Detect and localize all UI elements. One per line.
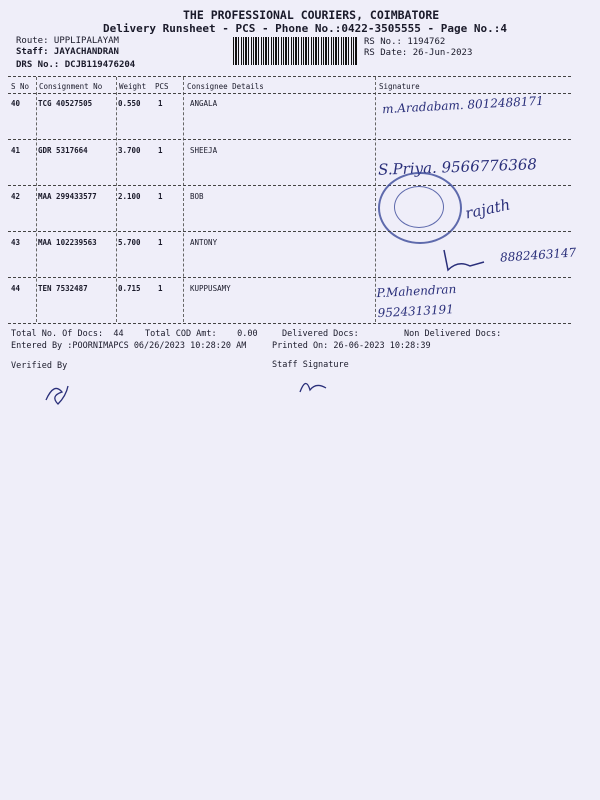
- rs-number: RS No.: 1194762: [364, 37, 446, 47]
- col-header-pcs: PCS: [155, 82, 169, 91]
- col-divider: [183, 77, 184, 322]
- row-signature: m.Aradabam. 8012488171: [381, 93, 545, 117]
- row-pcs: 1: [158, 238, 163, 247]
- verifier-signature: [40, 378, 74, 408]
- col-header-consignee: Consignee Details: [187, 82, 264, 91]
- col-header-weight: Weight: [119, 82, 147, 91]
- staff-signature-mark: [296, 374, 332, 396]
- row-sno: 44: [11, 284, 21, 293]
- verified-by-label: Verified By: [11, 361, 68, 371]
- staff-label: Staff: JAYACHANDRAN: [16, 47, 119, 57]
- runsheet-title: Delivery Runsheet - PCS - Phone No.:0422-3505555 - Page No.:4: [103, 22, 507, 35]
- barcode: [233, 37, 358, 65]
- row-sno: 43: [11, 238, 21, 247]
- row-pcs: 1: [158, 284, 163, 293]
- header-rule: [8, 93, 571, 94]
- row-consignee: SHEEJA: [190, 146, 218, 155]
- signature-scribble: [436, 248, 496, 274]
- table-top-rule: [8, 76, 571, 77]
- row-rule: [8, 231, 571, 232]
- row-sno: 42: [11, 192, 21, 201]
- staff-signature-label: Staff Signature: [272, 360, 349, 370]
- row-consignment: GDR 5317664: [38, 146, 88, 155]
- row-consignee: ANTONY: [190, 238, 218, 247]
- table-bottom-rule: [8, 323, 571, 324]
- row-consignment: TCG 40527505: [38, 99, 93, 108]
- non-delivered-docs: Non Delivered Docs:: [404, 329, 502, 339]
- col-divider: [116, 77, 117, 322]
- row-consignment: MAA 299433577: [38, 192, 97, 201]
- row-signature: S.Priya. 9566776368: [377, 155, 538, 179]
- row-pcs: 1: [158, 192, 163, 201]
- row-consignment: TEN 7532487: [38, 284, 88, 293]
- row-signature: 8882463147: [499, 245, 577, 265]
- entered-by: Entered By :POORNIMAPCS 06/26/2023 10:28:20 AM: [11, 341, 247, 351]
- route-label: Route: UPPLIPALAYAM: [16, 36, 119, 46]
- row-signature: P.Mahendran 9524313191: [376, 281, 457, 321]
- row-weight: 5.700: [118, 238, 141, 247]
- company-title: THE PROFESSIONAL COURIERS, COIMBATORE: [183, 8, 440, 22]
- row-signature: rajath: [463, 195, 512, 223]
- row-weight: 3.700: [118, 146, 141, 155]
- row-consignee: BOB: [190, 192, 204, 201]
- col-divider: [36, 77, 37, 322]
- col-header-consignment: Consignment No: [39, 82, 103, 91]
- row-consignment: MAA 102239563: [38, 238, 97, 247]
- row-weight: 0.715: [118, 284, 141, 293]
- row-rule: [8, 185, 571, 186]
- row-sno: 40: [11, 99, 21, 108]
- row-consignee: ANGALA: [190, 99, 218, 108]
- total-cod: Total COD Amt: 0.00: [145, 329, 258, 339]
- col-header-signature: Signature: [379, 82, 420, 91]
- total-docs: Total No. Of Docs: 44: [11, 329, 124, 339]
- row-consignee: KUPPUSAMY: [190, 284, 231, 293]
- row-pcs: 1: [158, 99, 163, 108]
- row-weight: 2.100: [118, 192, 141, 201]
- delivered-docs: Delivered Docs:: [282, 329, 359, 339]
- bank-stamp: [378, 172, 462, 244]
- row-sno: 41: [11, 146, 21, 155]
- row-weight: 0.550: [118, 99, 141, 108]
- col-header-sno: S No: [11, 82, 30, 91]
- rs-date: RS Date: 26-Jun-2023: [364, 48, 473, 58]
- row-pcs: 1: [158, 146, 163, 155]
- printed-on: Printed On: 26-06-2023 10:28:39: [272, 341, 431, 351]
- row-rule: [8, 139, 571, 140]
- drs-number: DRS No.: DCJB119476204: [16, 60, 136, 70]
